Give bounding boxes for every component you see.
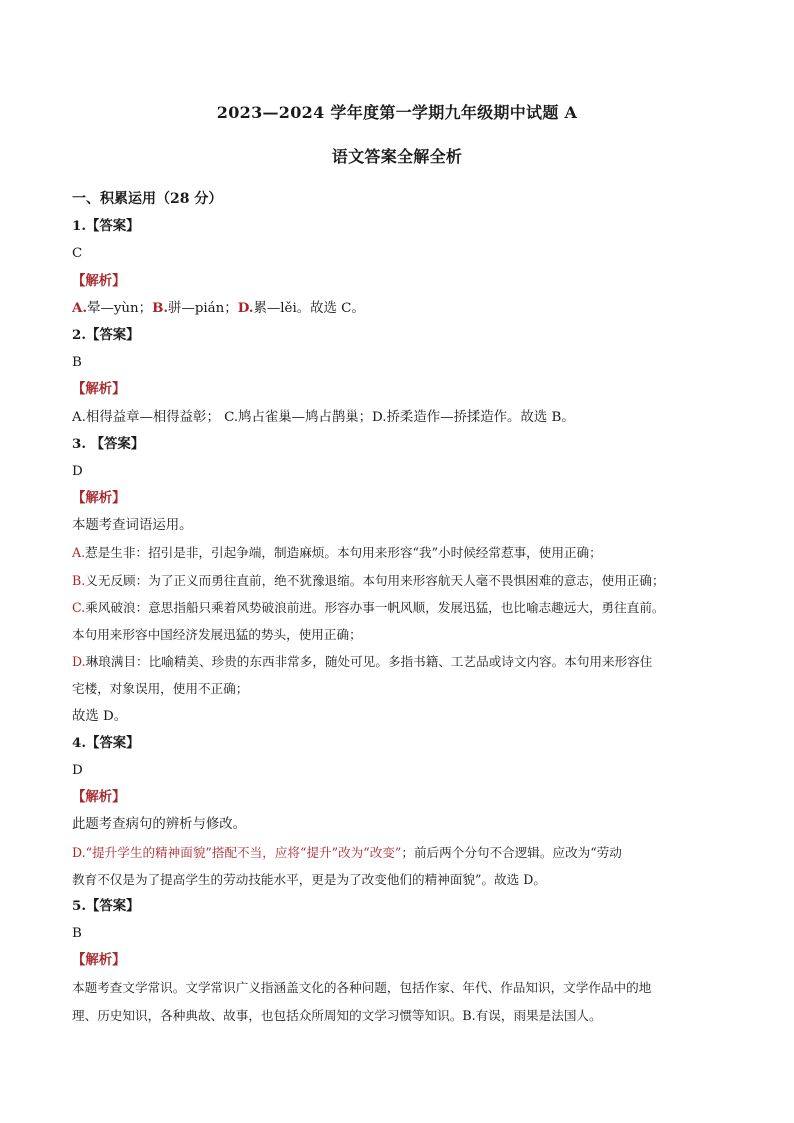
q5-answer: B	[72, 926, 82, 942]
q4-intro: 此题考查病句的辨析与修改。	[72, 817, 247, 833]
q1-analysis-label: 【解析】	[72, 272, 126, 289]
q1-analysis-text	[72, 295, 732, 322]
q2-answer: B	[72, 355, 82, 371]
q4-rest-part: ；前后两个分句不合逻辑。应改为“劳动	[401, 844, 622, 860]
q1-option-b-tag: B.	[152, 299, 169, 316]
q1-option-b-text: 骈—pián；	[168, 300, 238, 316]
q3-analysis-label: 【解析】	[72, 490, 126, 507]
q5-answer-label: 5.【答案】	[72, 897, 140, 914]
q4-analysis-line1	[72, 839, 732, 866]
q5-analysis-line1: 本题考查文学常识。文学常识广义指涵盖文化的各种问题，包括作家、年代、作品知识，文学作品中的地	[72, 980, 652, 996]
q5-analysis-line2: 理、历史知识，各种典故、故事，也包括众所周知的文学习惯等知识。B.有误，雨果是法国人。	[72, 1007, 602, 1023]
q3-option-c-tag: C.	[72, 599, 86, 615]
q3-option-d-cont: 宅楼，对象误用，使用不正确；	[72, 681, 249, 697]
q4-analysis-label: 【解析】	[72, 789, 126, 806]
q3-option-a-text: 惹是生非：招引是非，引起争端，制造麻烦。本句用来形容“我”小时候经常惹事，使用正确；	[85, 545, 602, 561]
q3-conclusion: 故选 D。	[72, 708, 128, 724]
q1-option-d-tag: D.	[237, 299, 254, 316]
section-heading: 一、积累运用（28 分）	[72, 191, 223, 207]
q1-option-d-text: 累—lěi。故选 C。	[253, 300, 365, 316]
q3-answer: D	[72, 463, 83, 479]
q4-answer-label: 4.【答案】	[72, 734, 140, 751]
page-title: 2023—2024 学年度第一学期九年级期中试题 A	[216, 103, 578, 122]
document-body	[72, 186, 732, 1029]
q2-answer-label: 2.【答案】	[72, 326, 140, 343]
q3-option-b	[72, 567, 732, 594]
q1-option-a-tag: A.	[72, 299, 88, 316]
q3-option-a	[72, 539, 732, 566]
page-subtitle: 语文答案全解全析	[331, 147, 463, 166]
q3-option-b-tag: B.	[72, 572, 86, 588]
q1-answer: C	[72, 246, 83, 262]
q3-option-c-text: 乘风破浪：意思指船只乘着风势破浪前进。形容办事一帆风顺，发展迅猛，也比喻志趣远大，勇往直前。	[85, 599, 665, 615]
q3-option-b-text: 义无反顾：为了正义而勇往直前，绝不犹豫退缩。本句用来形容航天人毫不畏惧困难的意志，使用正确；	[85, 572, 665, 588]
q3-option-c-cont: 本句用来形容中国经济发展迅猛的势头，使用正确；	[72, 627, 362, 642]
q3-option-d	[72, 648, 732, 675]
q4-analysis-line2: 教育不仅是为了提高学生的劳动技能水平，更是为了改变他们的精神面貌”。故选 D。	[72, 871, 546, 887]
q3-answer-label: 3. 【答案】	[72, 435, 145, 452]
q3-option-c	[72, 594, 732, 621]
q5-analysis-label: 【解析】	[72, 952, 126, 969]
q3-intro: 本题考查词语运用。	[72, 518, 193, 534]
q2-analysis-text: A.相得益章—相得益彰； C.鸠占雀巢—鸠占鹊巢；D.挢柔造作—挢揉造作。故选 B。	[72, 409, 575, 425]
q2-analysis-label: 【解析】	[72, 381, 126, 398]
q3-option-d-tag: D.	[72, 654, 86, 670]
q1-answer-label: 1.【答案】	[72, 218, 140, 235]
q3-option-a-tag: A.	[72, 545, 86, 561]
q3-option-d-text: 琳琅满目：比喻精美、珍贵的东西非常多，随处可见。多指书籍、工艺品或诗文内容。本句用来形容住	[85, 654, 653, 670]
q4-red-part: D.“提升学生的精神面貌”搭配不当，应将“提升”改为“改变”	[72, 844, 402, 860]
q1-option-a-text: 晕—yùn；	[87, 300, 153, 316]
q4-answer: D	[72, 762, 83, 778]
